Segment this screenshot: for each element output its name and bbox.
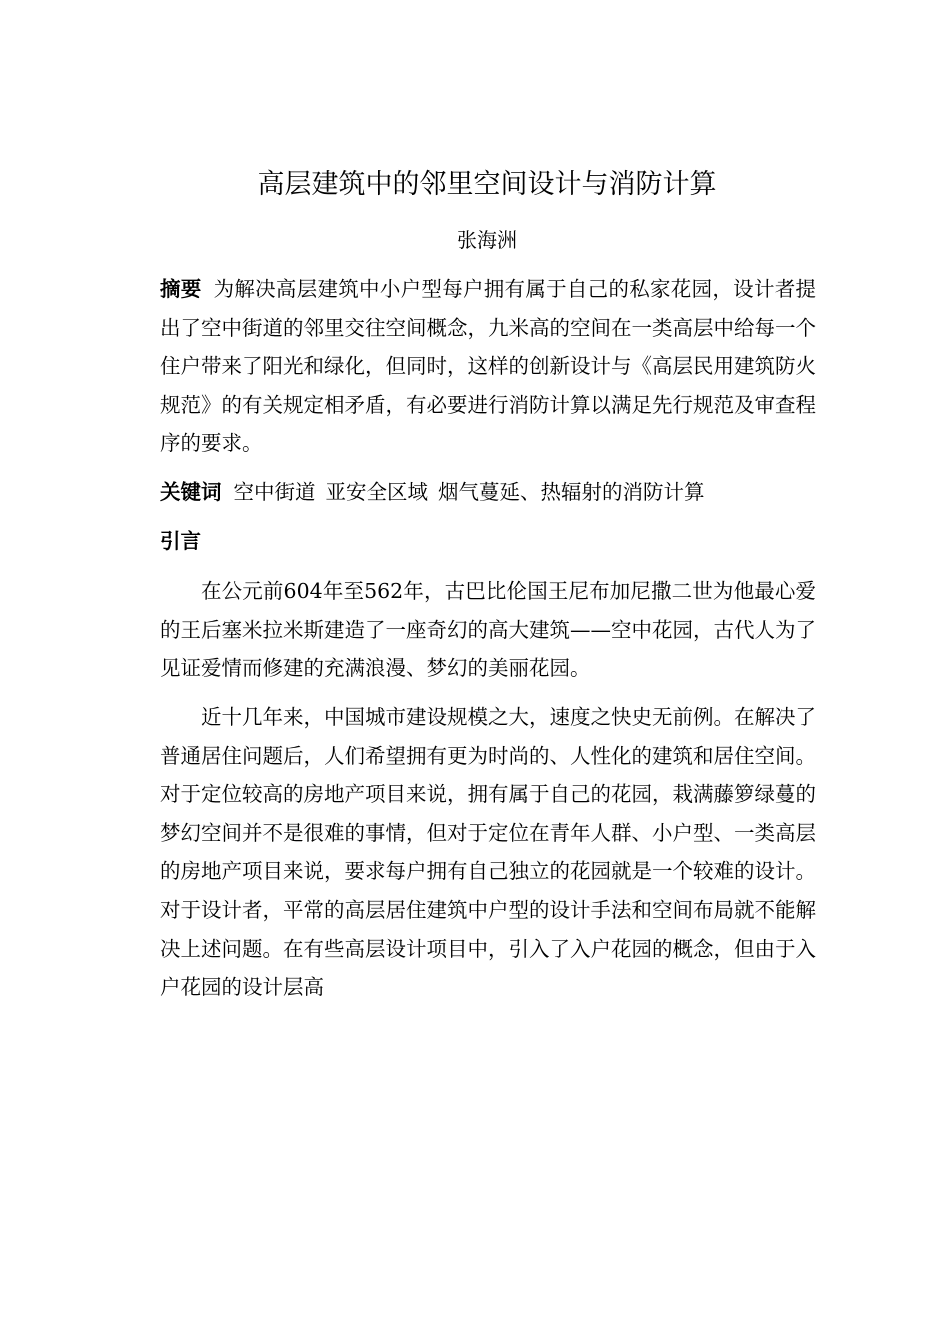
document-title: 高层建筑中的邻里空间设计与消防计算 [257, 169, 717, 200]
author-name: 张海洲 [457, 228, 517, 252]
intro-paragraph: 近十几年来，中国城市建设规模之大，速度之快史无前例。在解决了普通居住问题后，人们希望拥有更为时尚的、人性化的建筑和居住空间。对于定位较高的房地产项目来说，拥有属于自己的花园，栽满藤箩绿蔓的梦幻空间并不是很难的事情，但对于定位在青年人群、小户型、一类高层的房地产项目来说，要求每户拥有自己独立的花园就是一个较难的设计。对于设计者，平常的高层居住建筑中户型的设计手法和空间布局就不能解决上述问题。在有些高层设计项目中，引入了入户花园的概念，但由于入户花园的设计层高 [160, 704, 816, 1000]
keywords-label: 关键词 [160, 479, 222, 504]
intro-paragraph: 在公元前604年至562年，古巴比伦国王尼布加尼撒二世为他最心爱的王后塞米拉米斯建造了一座奇幻的高大建筑——空中花园，古代人为了见证爱情而修建的充满浪漫、梦幻的美丽花园。 [160, 579, 816, 681]
keyword-item: 亚安全区域 [325, 479, 428, 504]
keyword-item: 空中街道 [233, 479, 316, 504]
intro-heading: 引言 [160, 528, 201, 553]
abstract-label: 摘要 [160, 277, 202, 301]
abstract-paragraph [160, 270, 816, 463]
document-body [160, 270, 816, 1017]
abstract-text: 为解决高层建筑中小户型每户拥有属于自己的私家花园，设计者提出了空中街道的邻里交往空间概念，九米高的空间在一类高层中给每一个住户带来了阳光和绿化，但同时，这样的创新设计与《高层民用建筑防火规范》的有关规定相矛盾，有必要进行消防计算以满足先行规范及审查程序的要求。 [160, 277, 817, 456]
keyword-item: 烟气蔓延、热辐射的消防计算 [438, 479, 705, 504]
keywords-paragraph [160, 473, 816, 512]
